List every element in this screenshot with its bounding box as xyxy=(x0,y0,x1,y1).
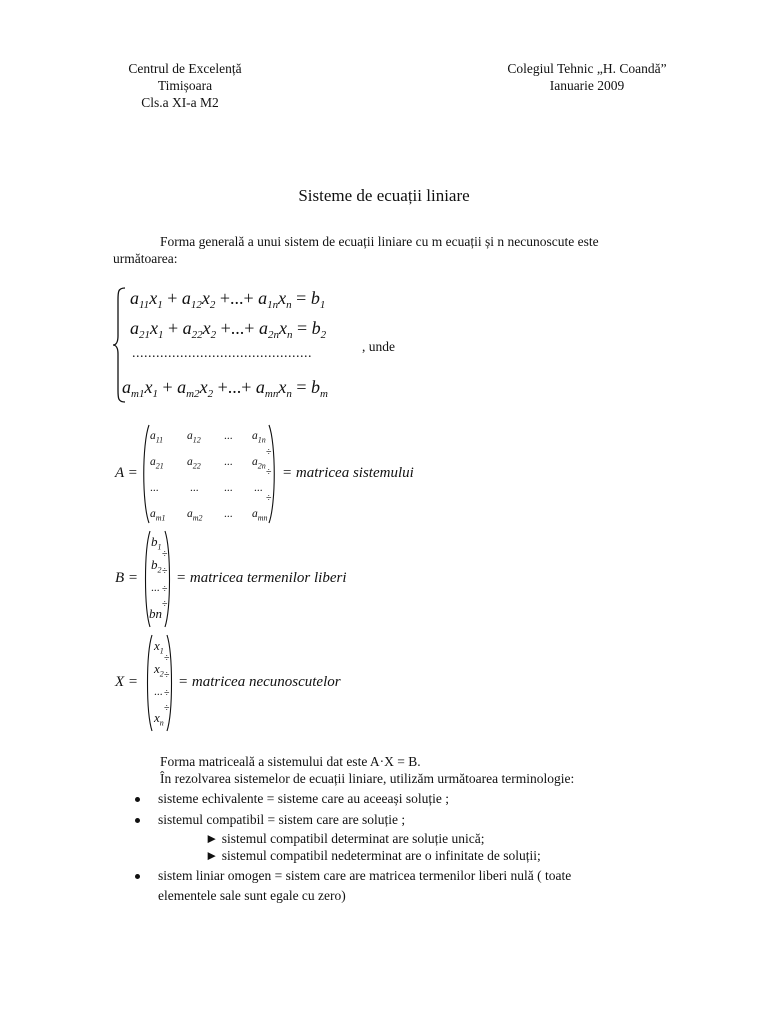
bullet-dot-3 xyxy=(135,874,140,879)
bullet-2-sub-1: ► sistemul compatibil determinat are soluție unică; xyxy=(205,831,485,846)
matrix-x-right-paren xyxy=(166,634,175,732)
matrix-b-divider-1: ÷ xyxy=(162,549,168,560)
matrix-a-name: A = xyxy=(115,465,138,481)
bullet-3-line1: sistem liniar omogen = sistem care are matricea termenilor liberi nulă ( toate xyxy=(158,868,572,883)
matrix-b-row-2: $b_2$ xyxy=(151,557,162,575)
matrix-x-left-paren xyxy=(144,634,153,732)
body-line1: Forma matriceală a sistemului dat este A·X = B. xyxy=(160,754,421,769)
matrix-a-label: = matricea sistemului xyxy=(282,465,414,481)
matrix-b-divider-2: ÷ xyxy=(162,566,168,577)
matrix-x-row-1: $x_1$ xyxy=(154,638,164,656)
page-title: Sisteme de ecuații liniare xyxy=(298,186,470,205)
matrix-a-divider-2: ÷ xyxy=(266,467,272,478)
matrix-b-divider-3: ÷ xyxy=(162,584,168,595)
matrix-x-divider-2: ÷ xyxy=(164,670,170,681)
matrix-x-divider-3: ÷ xyxy=(164,688,170,699)
bullet-2: sistemul compatibil = sistem care are soluție ; xyxy=(158,812,406,827)
matrix-x-divider-1: ÷ xyxy=(164,653,170,664)
body-line2: În rezolvarea sistemelor de ecuații liniare, utilizăm următoarea terminologie: xyxy=(160,771,575,786)
matrix-b-label: = matricea termenilor liberi xyxy=(176,570,347,586)
matrix-x-row-3: ... xyxy=(154,686,163,698)
intro-line2: următoarea: xyxy=(113,251,178,266)
matrix-a-divider-1: ÷ xyxy=(266,447,272,458)
matrix-b-name: B = xyxy=(115,570,139,586)
matrix-b-row-3: ... xyxy=(151,582,160,594)
bullet-1: sisteme echivalente = sisteme care au aceeași soluție ; xyxy=(158,791,449,806)
matrix-x-divider-4: ÷ xyxy=(164,703,170,714)
bullet-dot-2 xyxy=(135,818,140,823)
matrix-x-row-2: $x_2$ xyxy=(154,661,164,679)
system-row-3: ............................................. xyxy=(132,346,312,361)
matrix-x-label: = matricea necunoscutelor xyxy=(178,674,341,690)
header-left-line3: Cls.a XI-a M2 xyxy=(141,95,219,110)
header-left-line2: Timișoara xyxy=(157,78,213,93)
bullet-dot-1 xyxy=(135,797,140,802)
header-left xyxy=(100,60,270,111)
matrix-b-row-4: bn xyxy=(149,606,162,621)
system-row-2: $a_{21}x_1 + a_{22}x_2$ +...+ $a_{2n}x_n = b_2$ xyxy=(130,318,327,341)
matrix-b-row-1: $b_1$ xyxy=(151,534,162,552)
matrix-x-name: X = xyxy=(115,674,139,690)
matrix-a-divider-3: ÷ xyxy=(266,493,272,504)
matrix-x-row-4: $x_n$ xyxy=(154,710,164,728)
header-left-line1: Centrul de Excelență xyxy=(128,61,242,76)
bullet-2-sub-2: ► sistemul compatibil nedeterminat are o infinitate de soluții; xyxy=(205,848,541,863)
header-right-line1: Colegiul Tehnic „H. Coandă” xyxy=(507,61,667,76)
intro-line1: Forma generală a unui sistem de ecuații liniare cu m ecuații și n necunoscute este xyxy=(160,234,599,249)
matrix-a-left-paren xyxy=(140,424,150,524)
system-row-4: $a_{m1}x_1 + a_{m2}x_2$ +...+ $a_{mn}x_n = b_m$ xyxy=(122,377,328,400)
matrix-b-divider-4: ÷ xyxy=(162,599,168,610)
system-unde: , unde xyxy=(362,339,395,354)
bullet-3-line2: elementele sale sunt egale cu zero) xyxy=(158,888,346,903)
header-right-line2: Ianuarie 2009 xyxy=(549,78,625,93)
header-right xyxy=(470,60,704,94)
system-row-1: $a_{11}x_1 + a_{12}x_2$ +...+ $a_{1n}x_n = b_1$ xyxy=(130,288,326,311)
matrix-b-right-paren xyxy=(164,530,173,628)
